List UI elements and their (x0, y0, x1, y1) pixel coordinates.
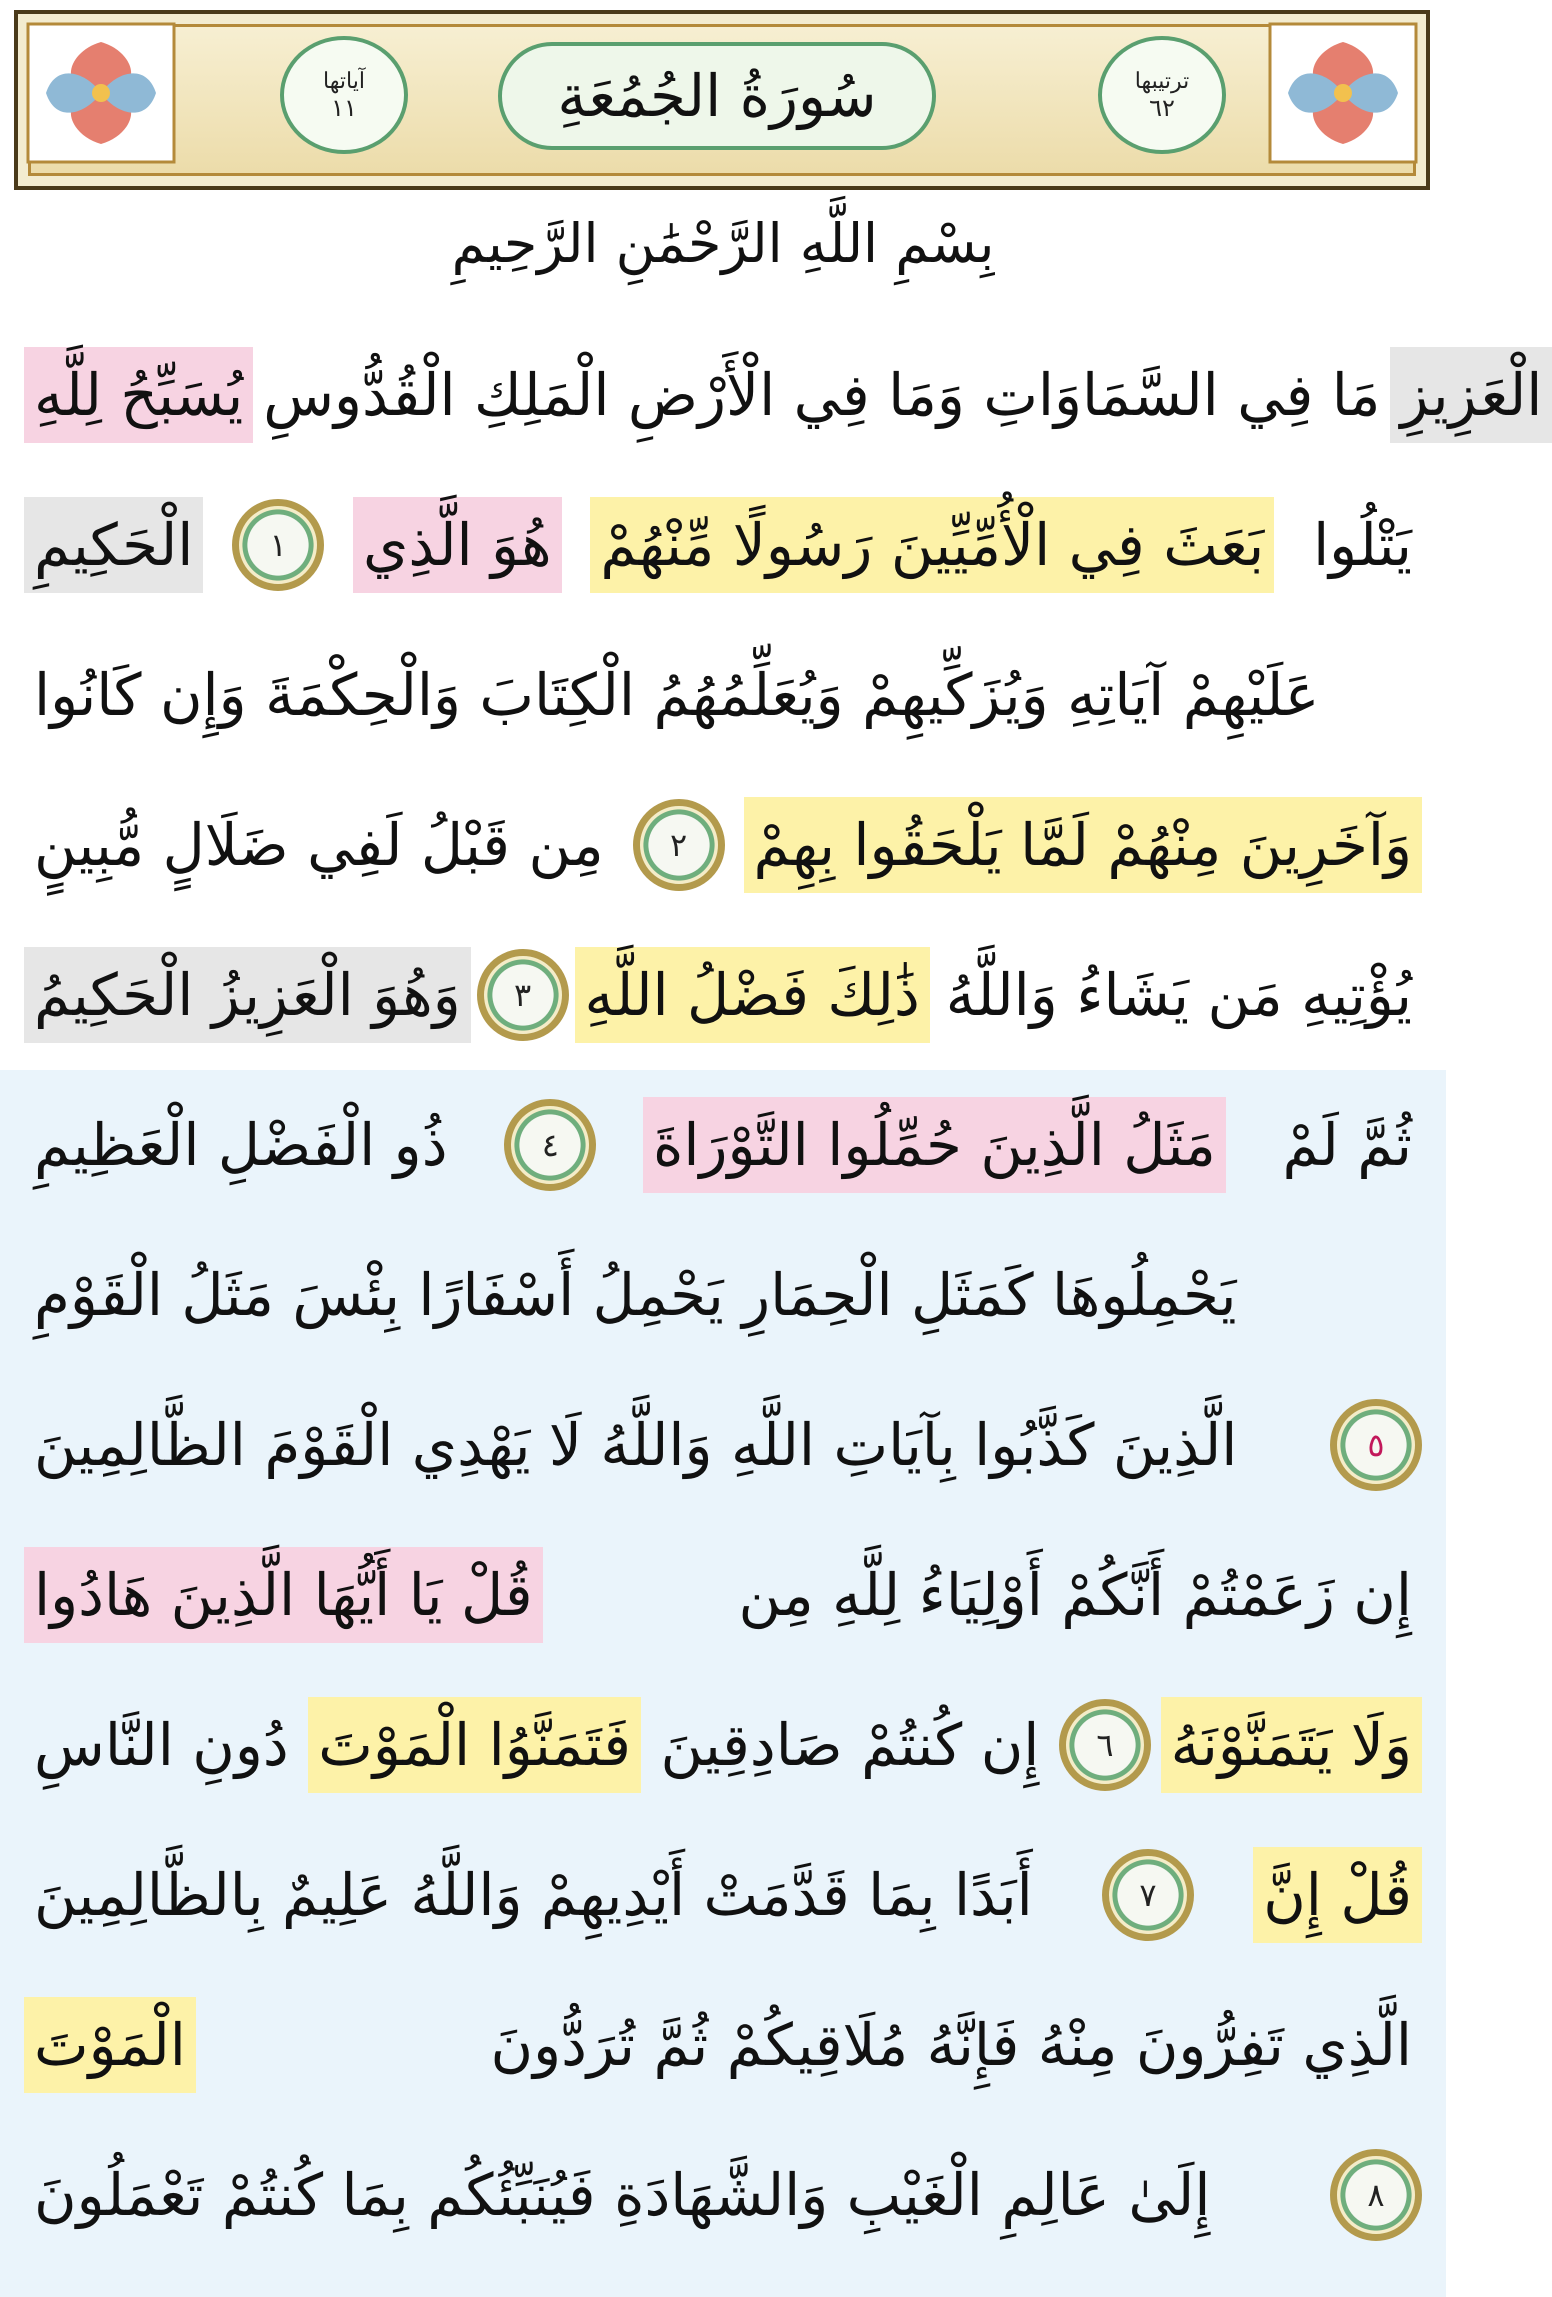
verse-line (24, 1370, 1422, 1520)
verse-text: يُؤْتِيهِ مَن يَشَاءُ وَاللَّهُ (945, 961, 1412, 1029)
verse-text: الَّذِي تَفِرُّونَ مِنْهُ فَإِنَّهُ مُلَاقِيكُمْ ثُمَّ تُرَدُّونَ (490, 2011, 1412, 2079)
verse-text: يَحْمِلُوهَا كَمَثَلِ الْحِمَارِ يَحْمِلُ أَسْفَارًا بِئْسَ مَثَلُ الْقَوْمِ (34, 1261, 1237, 1329)
verse-line (24, 470, 1422, 620)
verse-text: مِن قَبْلُ لَفِي ضَلَالٍ مُّبِينٍ (34, 811, 604, 879)
highlighted-phrase: الْعَزِيزِ (1390, 347, 1552, 443)
order-label: ترتيبها (1134, 68, 1190, 94)
verse-line (24, 1070, 1422, 1220)
verse-line (24, 1670, 1422, 1820)
floral-ornament-icon (26, 22, 176, 164)
surah-order-medallion (1098, 36, 1226, 154)
verse-line (24, 920, 1422, 1070)
verse-text: مَا فِي السَّمَاوَاتِ وَمَا فِي الْأَرْضِ الْمَلِكِ الْقُدُّوسِ (263, 361, 1381, 429)
highlighted-phrase: هُوَ الَّذِي (353, 497, 562, 593)
verse-text: ثُمَّ لَمْ (1282, 1111, 1412, 1179)
verse-text: إِن كُنتُمْ صَادِقِينَ (660, 1711, 1040, 1779)
highlighted-phrase: ذَٰلِكَ فَضْلُ اللَّهِ (575, 947, 930, 1043)
verse-text: الَّذِينَ كَذَّبُوا بِآيَاتِ اللَّهِ وَاللَّهُ لَا يَهْدِي الْقَوْمَ الظَّالِمِينَ (34, 1411, 1238, 1479)
highlighted-phrase: الْمَوْتَ (24, 1997, 196, 2093)
surah-title: سُورَةُ الجُمُعَةِ (557, 62, 877, 130)
highlighted-phrase: وَهُوَ الْعَزِيزُ الْحَكِيمُ (24, 947, 471, 1043)
verse-text: أَبَدًا بِمَا قَدَّمَتْ أَيْدِيهِمْ وَاللَّهُ عَلِيمٌ بِالظَّالِمِينَ (34, 1861, 1033, 1929)
verse-text: دُونِ النَّاسِ (34, 1711, 289, 1779)
highlighted-phrase: بَعَثَ فِي الْأُمِّيِّينَ رَسُولًا مِّنْهُمْ (590, 497, 1274, 593)
verse-line (24, 1970, 1422, 2120)
ayah-number-marker: ٤ (504, 1099, 596, 1191)
highlighted-phrase: وَلَا يَتَمَنَّوْنَهُ (1161, 1697, 1422, 1793)
verses-number: ١١ (331, 93, 357, 122)
verse-line (24, 1820, 1422, 1970)
highlighted-phrase: الْحَكِيمِ (24, 497, 203, 593)
surah-header-frame (14, 10, 1430, 190)
highlighted-phrase: قُلْ إِنَّ (1253, 1847, 1422, 1943)
highlighted-phrase: وَآخَرِينَ مِنْهُمْ لَمَّا يَلْحَقُوا بِهِمْ (744, 797, 1422, 893)
ayah-number-marker: ٣ (477, 949, 569, 1041)
highlighted-phrase: مَثَلُ الَّذِينَ حُمِّلُوا التَّوْرَاةَ (643, 1097, 1226, 1193)
verse-text: ذُو الْفَضْلِ الْعَظِيمِ (34, 1111, 448, 1179)
highlighted-phrase: قُلْ يَا أَيُّهَا الَّذِينَ هَادُوا (24, 1547, 543, 1643)
verse-line (24, 620, 1422, 770)
verse-text: عَلَيْهِمْ آيَاتِهِ وَيُزَكِّيهِمْ وَيُعَلِّمُهُمُ الْكِتَابَ وَالْحِكْمَةَ وَإِن كَانُوا (34, 661, 1320, 729)
order-number: ٦٢ (1149, 93, 1175, 122)
verse-text-block (24, 320, 1543, 2270)
ayah-number-marker: ١ (232, 499, 324, 591)
verse-text: إِلَىٰ عَالِمِ الْغَيْبِ وَالشَّهَادَةِ فَيُنَبِّئُكُم بِمَا كُنتُمْ تَعْمَلُونَ (34, 2161, 1211, 2229)
verse-line (24, 1520, 1422, 1670)
highlighted-phrase: فَتَمَنَّوُا الْمَوْتَ (308, 1697, 641, 1793)
floral-ornament-icon (1268, 22, 1418, 164)
verse-text: إِن زَعَمْتُمْ أَنَّكُمْ أَوْلِيَاءُ لِلَّهِ مِن (738, 1561, 1412, 1629)
verse-line (24, 1220, 1422, 1370)
ayah-number-marker: ٢ (633, 799, 725, 891)
ayah-number-marker: ٧ (1102, 1849, 1194, 1941)
ayah-number-marker: ٥ (1330, 1399, 1422, 1491)
surah-title-plate (498, 42, 936, 150)
verse-text: يَتْلُوا (1313, 511, 1412, 579)
highlighted-phrase: يُسَبِّحُ لِلَّهِ (24, 347, 253, 443)
verse-line (24, 770, 1422, 920)
verse-line (24, 2120, 1422, 2270)
basmala: بِسْمِ اللَّهِ الرَّحْمَٰنِ الرَّحِيمِ (451, 212, 995, 275)
verses-label: آياتها (323, 68, 365, 94)
verse-line (24, 320, 1543, 470)
ayah-number-marker: ٨ (1330, 2149, 1422, 2241)
verse-count-medallion (280, 36, 408, 154)
ayah-number-marker: ٦ (1059, 1699, 1151, 1791)
